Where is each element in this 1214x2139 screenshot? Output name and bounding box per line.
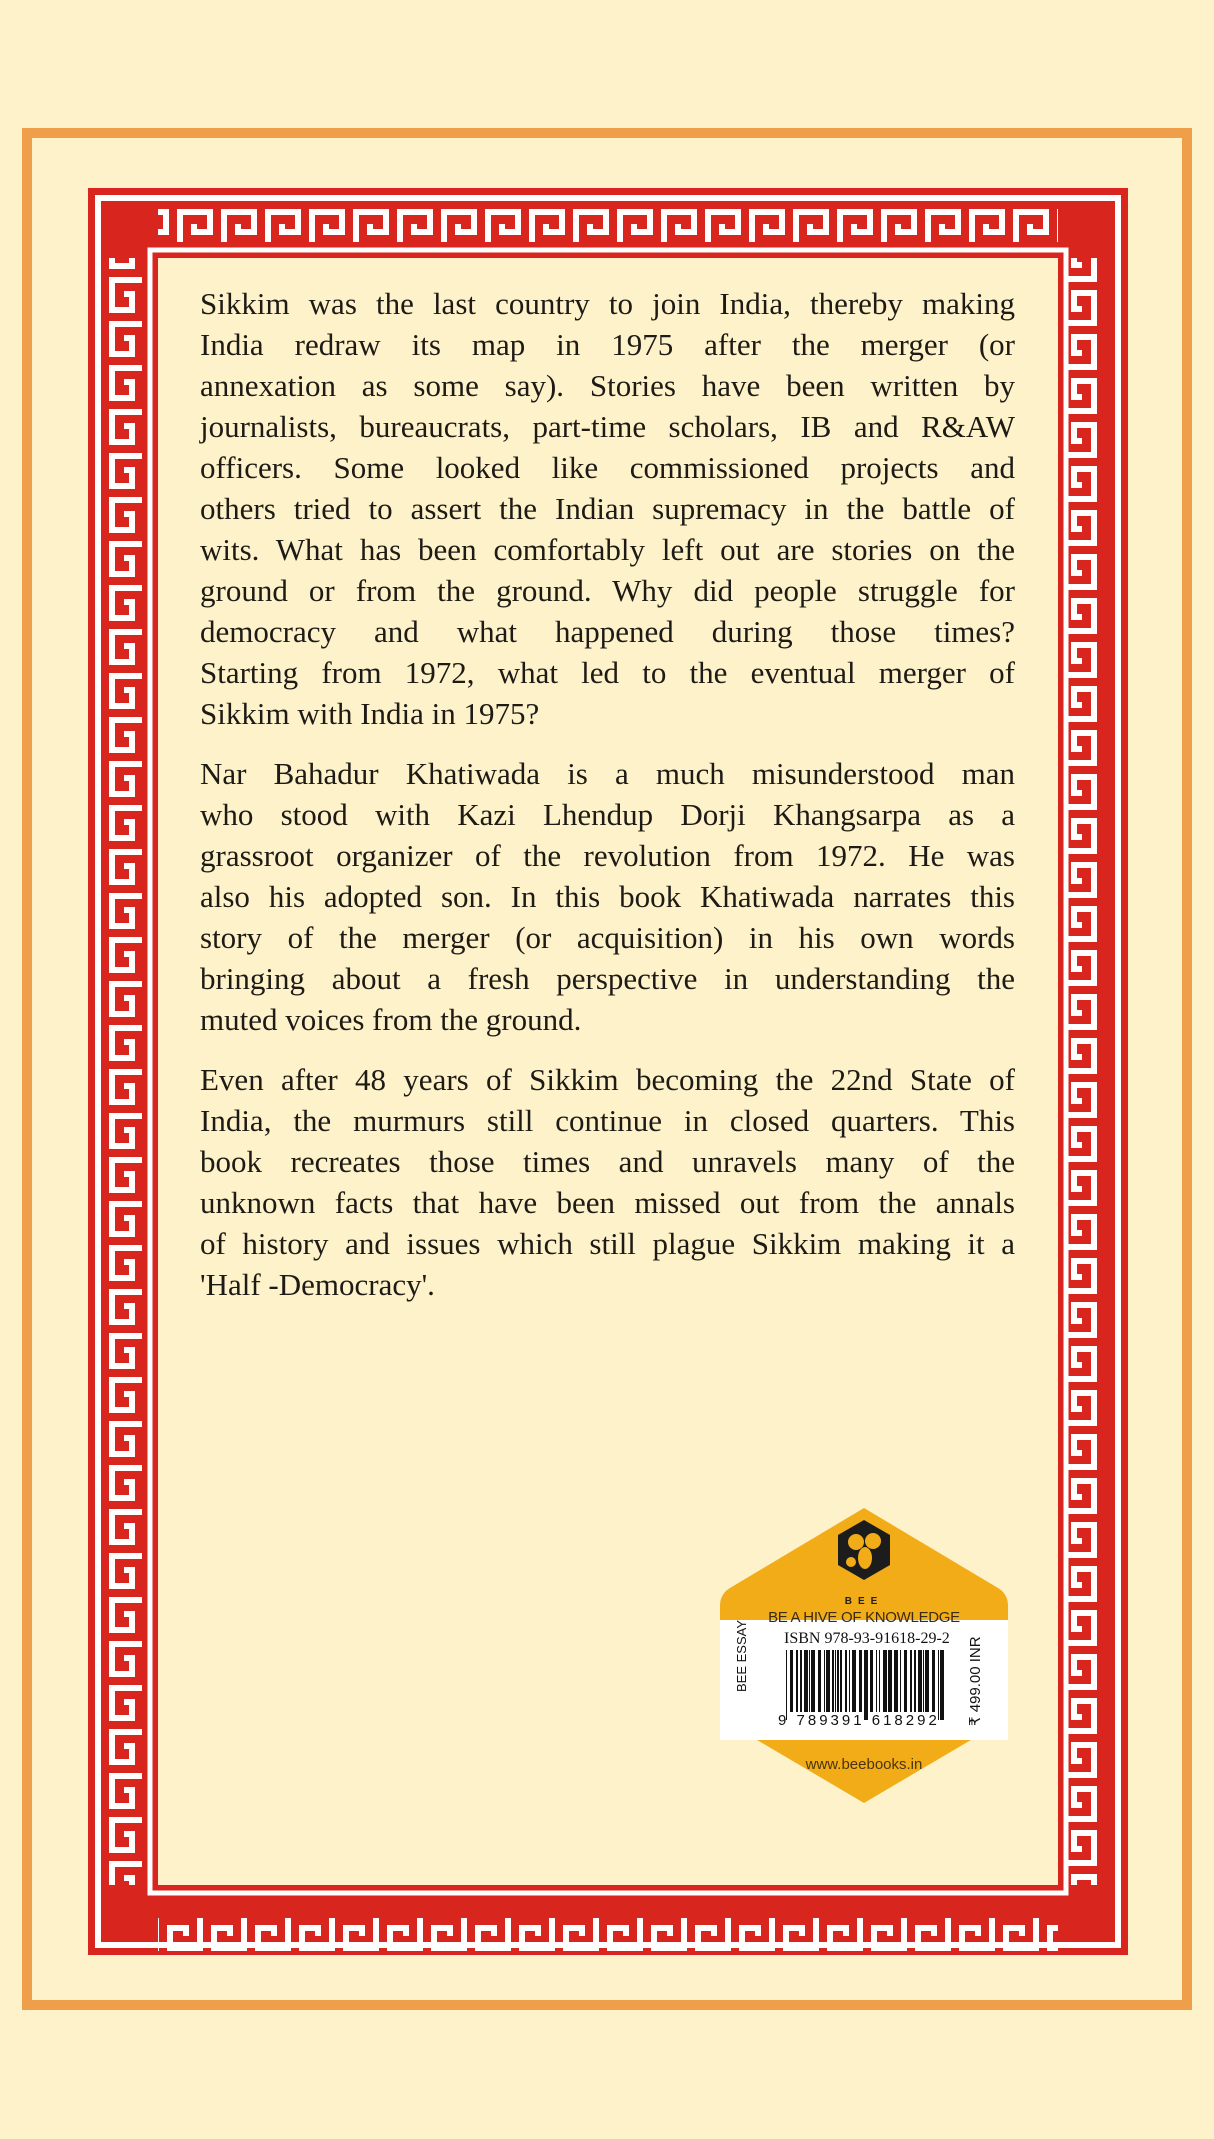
blurb-line: Nar Bahadur Khatiwada is a much misunderstood man	[200, 756, 1015, 791]
publisher-tagline: BE A HIVE OF KNOWLEDGE	[768, 1609, 960, 1626]
barcode-bar	[894, 1650, 898, 1712]
blurb-line: of history and issues which still plague Sikkim making it a	[200, 1226, 1015, 1261]
blurb-line: Even after 48 years of Sikkim becoming the 22nd State of	[200, 1062, 1015, 1097]
blurb-line: Sikkim with India in 1975?	[200, 696, 540, 731]
blurb-text	[200, 283, 1015, 1324]
barcode-digits: 9 789391 618292	[778, 1712, 940, 1729]
barcode-bar	[786, 1650, 787, 1720]
blurb-line: Starting from 1972, what led to the eventual merger of	[200, 655, 1015, 690]
barcode-bar	[818, 1650, 821, 1712]
blurb-line: India redraw its map in 1975 after the merger (or	[200, 327, 1015, 362]
blurb-paragraph	[200, 753, 1015, 1040]
barcode-bar	[918, 1650, 922, 1712]
publisher-website[interactable]: www.beebooks.in	[805, 1756, 923, 1773]
barcode-bar	[940, 1650, 944, 1720]
barcode-bar	[876, 1650, 877, 1712]
blurb-line: unknown facts that have been missed out from the annals	[200, 1185, 1015, 1220]
barcode-bar	[832, 1650, 834, 1712]
blurb-paragraph	[200, 1059, 1015, 1305]
blurb-line: ground or from the ground. Why did people struggle for	[200, 573, 1015, 608]
barcode-bar	[870, 1650, 873, 1712]
barcode-bar	[910, 1650, 912, 1712]
barcode-bar	[826, 1650, 830, 1712]
publisher-logo-word: BEE	[844, 1596, 884, 1607]
blurb-line: story of the merger (or acquisition) in his own words	[200, 920, 1015, 955]
barcode-bar	[900, 1650, 901, 1712]
blurb-line: bringing about a fresh perspective in understanding the	[200, 961, 1015, 996]
blurb-line: democracy and what happened during those times?	[200, 614, 1015, 649]
barcode-bar	[790, 1650, 793, 1712]
publisher-badge	[720, 1508, 1008, 1803]
price: ₹ 499.00 INR	[967, 1636, 984, 1726]
blurb-line: India, the murmurs still continue in closed quarters. This	[200, 1103, 1015, 1138]
barcode-bar	[925, 1650, 929, 1712]
barcode-bar	[837, 1650, 839, 1712]
blurb-line: annexation as some say). Stories have been written by	[200, 368, 1015, 403]
blurb-line: Sikkim was the last country to join India, thereby making	[200, 286, 1015, 321]
blurb-line: others tried to assert the Indian supremacy in the battle of	[200, 491, 1015, 526]
barcode-bar	[796, 1650, 798, 1712]
blurb-line: who stood with Kazi Lhendup Dorji Khangsarpa as a	[200, 797, 1015, 832]
blurb-line: muted voices from the ground.	[200, 1002, 582, 1037]
barcode-bar	[879, 1650, 880, 1712]
barcode-bar	[923, 1650, 924, 1712]
barcode-bar	[883, 1650, 887, 1712]
barcode-bar	[904, 1650, 907, 1712]
barcode-bar	[809, 1650, 810, 1712]
barcode-bar	[804, 1650, 808, 1712]
blurb-line: grassroot organizer of the revolution from 1972. He was	[200, 838, 1015, 873]
barcode-bar	[849, 1650, 850, 1712]
blurb-line: also his adopted son. In this book Khatiwada narrates this	[200, 879, 1015, 914]
barcode-bar	[914, 1650, 916, 1712]
series-label: BEE ESSAY	[734, 1619, 749, 1692]
barcode-bar	[932, 1650, 935, 1712]
isbn: ISBN 978-93-91618-29-2	[784, 1630, 950, 1647]
barcode-bar	[852, 1650, 856, 1712]
blurb-paragraph	[200, 283, 1015, 734]
barcode-bar	[840, 1650, 842, 1712]
blurb-line: officers. Some looked like commissioned projects and	[200, 450, 1015, 485]
barcode-bar	[845, 1650, 847, 1712]
blurb-line: wits. What has been comfortably left out are stories on the	[200, 532, 1015, 567]
barcode	[786, 1650, 944, 1720]
barcode-bar	[859, 1650, 862, 1712]
barcode-bar	[824, 1650, 825, 1712]
barcode-bar	[811, 1650, 815, 1712]
barcode-bar	[938, 1650, 939, 1720]
barcode-bar	[800, 1650, 802, 1712]
blurb-line: journalists, bureaucrats, part-time scholars, IB and R&AW	[200, 409, 1015, 444]
barcode-bar	[835, 1650, 836, 1712]
blurb-line: book recreates those times and unravels many of the	[200, 1144, 1015, 1179]
barcode-bar	[888, 1650, 892, 1712]
barcode-bar	[864, 1650, 868, 1720]
blurb-line: 'Half -Democracy'.	[200, 1267, 435, 1302]
